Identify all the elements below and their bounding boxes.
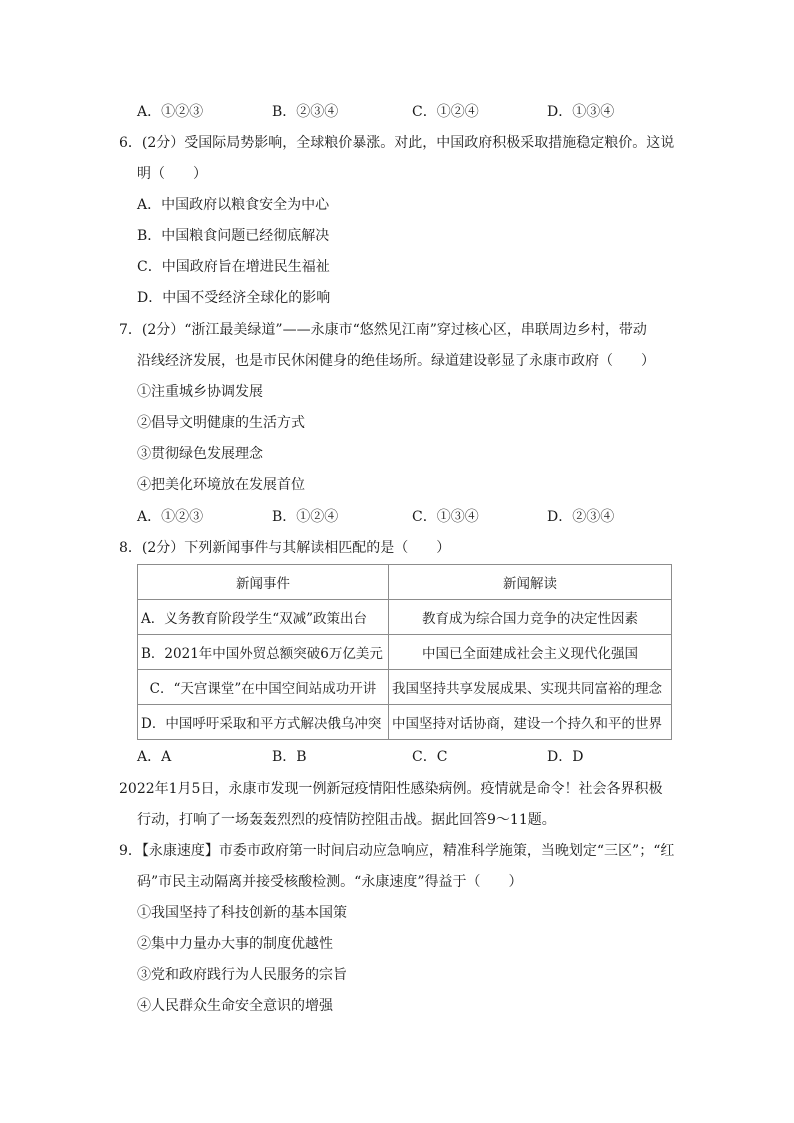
q9-item-4: ④人民群众生命安全意识的增强 [137,998,333,1014]
q6-option-d: D．中国不受经济全球化的影响 [137,290,331,306]
q7-stem-line2: 沿线经济发展，也是市民休闲健身的绝佳场所。绿道建设彰显了永康市政府（ ） [137,353,655,369]
q6-option-a: A．中国政府以粮食安全为中心 [137,197,330,213]
table-header-row [138,565,672,600]
q9-stem-line2: 码”市民主动隔离并接受核酸检测。“永康速度”得益于（ ） [137,874,523,890]
q6-stem-line2: 明（ ） [137,166,207,182]
table-cell-interpretation: 我国坚持共享发展成果、实现共同富裕的理念 [389,670,672,705]
q6-option-c: C．中国政府旨在增进民生福祉 [137,259,330,275]
q7-item-1: ①注重城乡协调发展 [137,384,263,400]
q7-option-c: C．①③④ [412,509,479,525]
table-cell-event: C．“天宫课堂”在中国空间站成功开讲 [138,670,389,705]
q7-item-3: ③贯彻绿色发展理念 [137,446,263,462]
q7-option-a: A．①②③ [137,509,204,525]
q7-item-4: ④把美化环境放在发展首位 [137,477,305,493]
q5-option-b: B．②③④ [272,104,339,120]
table-cell-event: B．2021年中国外贸总额突破6万亿美元 [138,635,389,670]
q7-option-b: B．①②④ [272,509,339,525]
q9-item-2: ②集中力量办大事的制度优越性 [137,936,333,952]
q8-option-b: B．B [272,749,307,765]
q9-stem-line1: 9．【永康速度】市委市政府第一时间启动应急响应，精准科学施策，当晚划定“三区”；“红 [119,843,675,859]
q8-option-d: D．D [547,749,584,765]
q8-option-a: A．A [137,749,172,765]
q7-option-d: D．②③④ [547,509,615,525]
q5-option-a: A．①②③ [137,104,204,120]
table-row [138,670,672,705]
intro-line1: 2022年1月5日，永康市发现一例新冠疫情阳性感染病例。疫情就是命令！社会各界积极 [119,781,663,797]
q8-option-c: C．C [412,749,448,765]
q7-item-2: ②倡导文明健康的生活方式 [137,415,305,431]
table-header-interpretation: 新闻解读 [389,565,672,600]
q6-option-b: B．中国粮食问题已经彻底解决 [137,228,330,244]
q5-option-c: C．①②④ [412,104,479,120]
table-cell-event: A．义务教育阶段学生“双减”政策出台 [138,600,389,635]
table-row [138,600,672,635]
table-cell-interpretation: 教育成为综合国力竞争的决定性因素 [389,600,672,635]
table-cell-event: D．中国呼吁采取和平方式解决俄乌冲突 [138,705,389,740]
table-header-event: 新闻事件 [138,565,389,600]
q5-option-d: D．①③④ [547,104,615,120]
table-row [138,705,672,740]
news-table [137,564,672,740]
table-cell-interpretation: 中国坚持对话协商，建设一个持久和平的世界 [389,705,672,740]
table-row [138,635,672,670]
q8-stem: 8．(2分）下列新闻事件与其解读相匹配的是（ ） [119,540,451,556]
intro-line2: 行动，打响了一场轰轰烈烈的疫情防控阻击战。据此回答9～11题。 [137,812,556,828]
q9-item-3: ③党和政府践行为人民服务的宗旨 [137,967,347,983]
q9-item-1: ①我国坚持了科技创新的基本国策 [137,905,347,921]
q7-stem-line1: 7．(2分）“浙江最美绿道”——永康市“悠然见江南”穿过核心区，串联周边乡村，带动 [119,322,647,338]
q6-stem-line1: 6．(2分）受国际局势影响，全球粮价暴涨。对此，中国政府积极采取措施稳定粮价。这说 [119,135,675,151]
table-cell-interpretation: 中国已全面建成社会主义现代化强国 [389,635,672,670]
